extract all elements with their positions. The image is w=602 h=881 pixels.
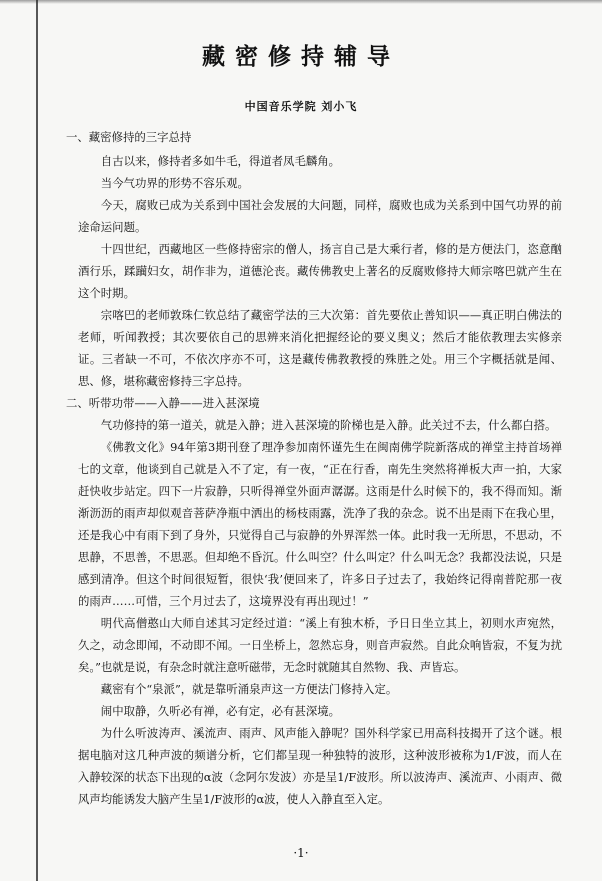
scan-top-edge xyxy=(0,0,602,4)
author-byline: 中国音乐学院 刘小飞 xyxy=(244,100,358,113)
paragraph: 自古以来，修持者多如牛毛，得道者凤毛麟角。 xyxy=(100,154,341,168)
document-body xyxy=(66,126,562,810)
section-heading-1: 一、藏密修持的三字总持 xyxy=(66,130,192,144)
paragraph: 气功修持的第一道关，就是入静；进入甚深境的阶梯也是入静。此关过不去，什么都白搭。 xyxy=(100,418,557,432)
paragraph: 为什么听波涛声、溪流声、雨声、风声能入静呢？国外科学家已用高科技揭开了这个谜。根据电脑对这几种声波的频谱分析，它们都呈现一种独特的波形，这种波形被称为1/F波，而人在入静较深的状态下出现的α波（念阿尔发波）亦是呈1/F波形。所以波涛声、溪流声、小雨声、微风声均能诱发大脑产生呈1/F波形的α波，使人入静直至入定。 xyxy=(78,726,562,806)
page-number: ·1· xyxy=(293,846,309,860)
scan-binding-line xyxy=(36,0,38,881)
paragraph: 藏密有个“泉派”，就是靠听涌泉声这一方便法门修持入定。 xyxy=(100,682,398,696)
paragraph: 今天，腐败已成为关系到中国社会发展的大问题，同样，腐败也成为关系到中国气功界的前途命运问题。 xyxy=(78,198,562,234)
document-title: 藏密修持辅导 xyxy=(202,43,400,70)
paragraph: 当今气功界的形势不容乐观。 xyxy=(100,176,249,190)
paragraph: 明代高僧憨山大师自述其习定经过道：“溪上有独木桥，予日日坐立其上，初则水声宛然，久之，动念即闻，不动即不闻。一日坐桥上，忽然忘身，则音声寂然。自此众响皆寂，不复为扰矣。”也就是说，有杂念时就注意听磁带，无念时就随其自然物、我、声皆忘。 xyxy=(78,616,562,674)
paragraph: 《佛教文化》94年第3期刊登了理净参加南怀谨先生在闽南佛学院新落成的禅堂主持首场禅七的文章，他谈到自己就是入不了定，有一夜，“正在行香，南先生突然将禅板大声一拍，大家赶快收步站定。四下一片寂静，只听得禅堂外面声潺潺。这雨是什么时候下的，我不得而知。渐渐沥沥的雨声却似观音菩萨净瓶中洒出的杨枝雨露，洗净了我的杂念。说不出是雨下在我心里，还是我心中有雨下到了身外，只觉得自己与寂静的外界浑然一体。此时我一无所思，不思动，不思静，不思善，不思恶。但却绝不昏沉。什么叫空？什么叫定？什么叫无念？我都没法说，只是感到清净。但这个时间很短暂，很快‘我’便回来了，许多日子过去了，我始终记得南普陀那一夜的雨声……可惜，三个月过去了，这境界没有再出现过！” xyxy=(78,440,562,608)
paragraph: 宗喀巴的老师敦珠仁钦总结了藏密学法的三大次第：首先要依止善知识——真正明白佛法的老师，听闻教授；其次要依自己的思辨来消化把握经论的要义奥义；然后才能依教理去实修亲证。三者缺一不可，不依次序亦不可，这是藏传佛教教授的殊胜之处。用三个字概括就是闻、思、修，堪称藏密修持三字总持。 xyxy=(78,308,562,388)
section-heading-2: 二、听带功带——入静——进入甚深境 xyxy=(66,396,260,410)
paragraph: 闹中取静，久听必有禅，必有定，必有甚深境。 xyxy=(100,704,341,718)
paragraph: 十四世纪，西藏地区一些修持密宗的僧人，扬言自己是大乘行者，修的是方便法门，恣意酗酒行乐，蹂躏妇女，胡作非为，道德沦丧。藏传佛教史上著名的反腐败修持大师宗喀巴就产生在这个时期。 xyxy=(78,242,562,300)
